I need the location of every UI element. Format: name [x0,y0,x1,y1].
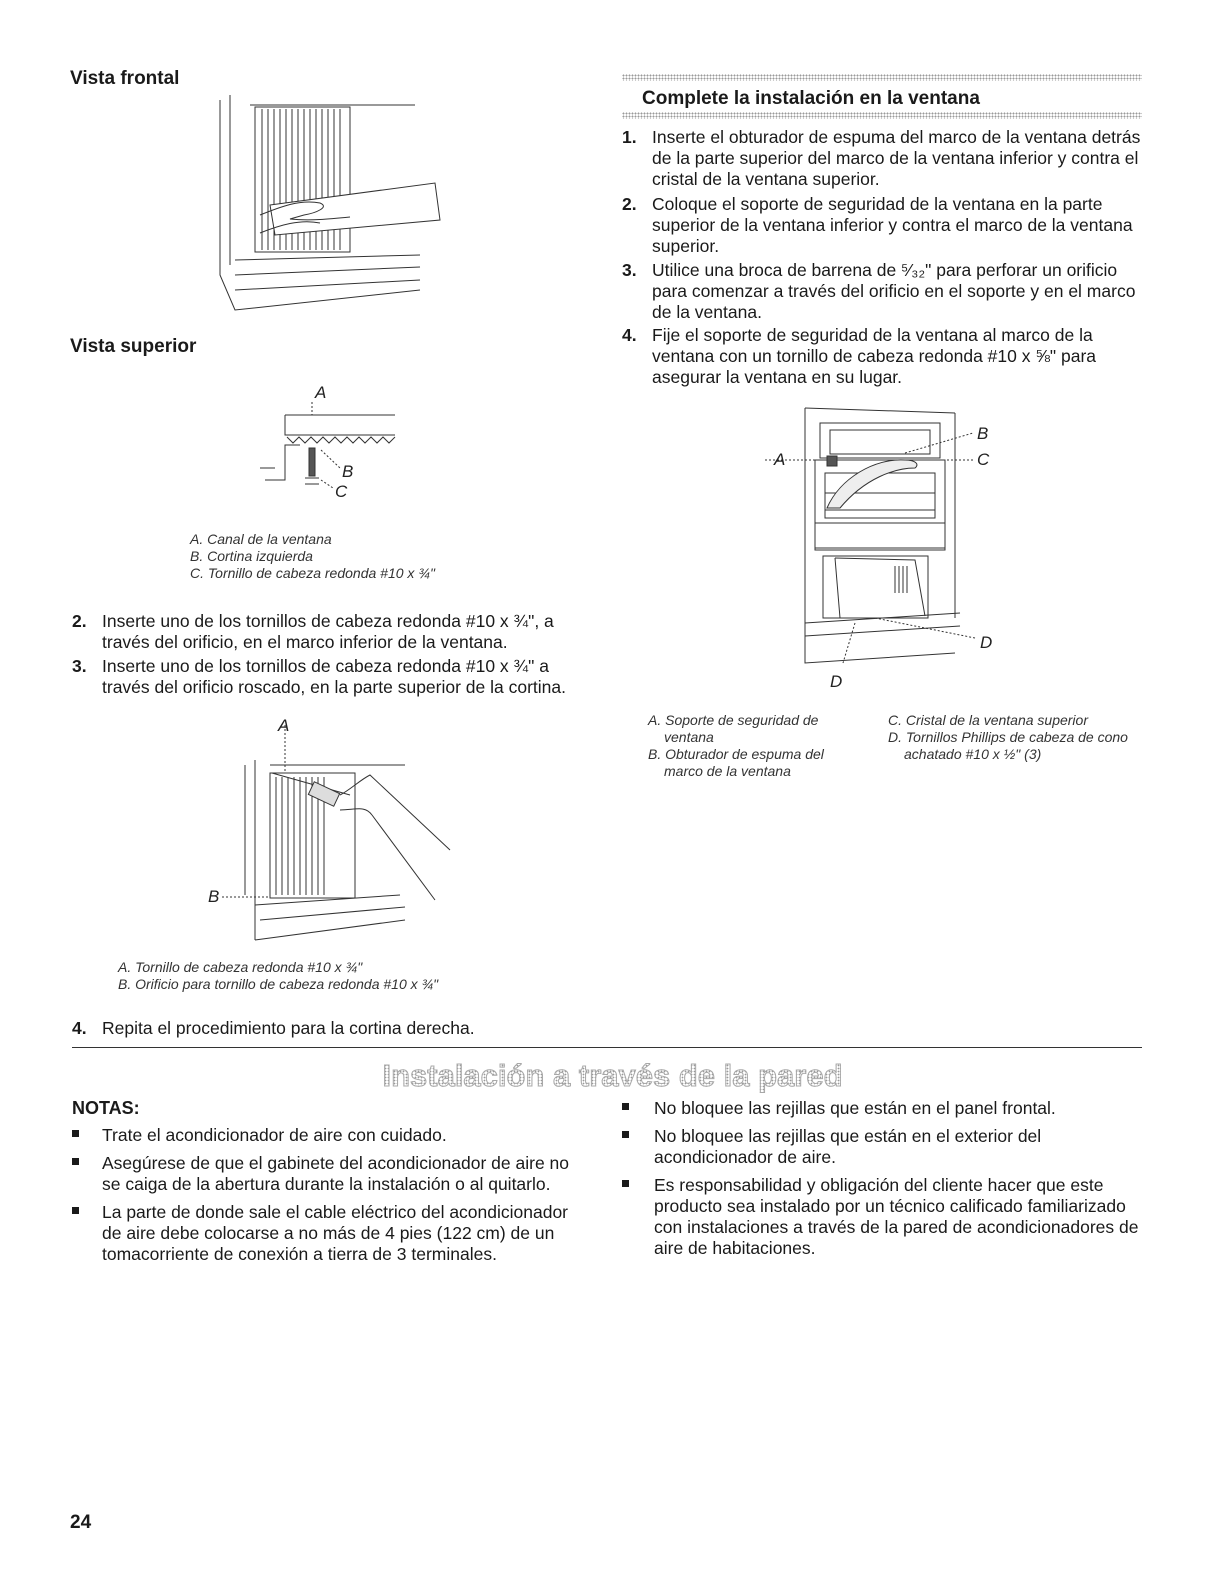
screw-fig-label-b: B [208,887,220,906]
caption-line: B. Orificio para tornillo de cabeza redonda #10 x ¾" [118,976,439,992]
step-text: Inserte uno de los tornillos de cabeza redonda #10 x ¾", a través del orificio, en el marco inferior de la ventana. [102,611,554,652]
note-item [72,1125,587,1146]
top-view-illustration [255,380,405,500]
section-title: Instalación a través de la pared [0,1058,1225,1094]
note-item [622,1098,1147,1119]
window-install-illustration [795,398,995,678]
top-view-heading: Vista superior [70,336,197,357]
left-step-4 [72,1018,572,1039]
bullet-icon [72,1207,79,1214]
note-item [72,1153,587,1195]
window-captions-left [648,712,853,780]
caption-line: B. Obturador de espuma del marco de la ventana [648,746,824,779]
step-text: Inserte el obturador de espuma del marco de la ventana detrás de la parte superior del marco de la ventana inferior y contra el cristal de la ventana superior. [652,127,1141,189]
left-step-2 [72,611,572,653]
caption-line: C. Tornillo de cabeza redonda #10 x ¾" [190,565,435,581]
top-view-captions [190,531,510,582]
window-fig-label-c: C [977,450,990,469]
caption-line: A. Tornillo de cabeza redonda #10 x ¾" [118,959,363,975]
bullet-icon [72,1130,79,1137]
step-number: 1. [622,127,637,147]
note-text: Es responsabilidad y obligación del cliente hacer que este producto sea instalado por un técnico calificado familiarizado con instalaciones a través de la pared de acondicionadores de aire de habitaciones. [654,1175,1139,1258]
bullet-icon [622,1180,629,1187]
note-item [72,1202,587,1265]
heading-bottom-rule [622,112,1142,119]
note-text: No bloquee las rejillas que están en el exterior del acondicionador de aire. [654,1126,1042,1167]
screw-fig-captions [118,959,538,993]
bullet-icon [622,1103,629,1110]
right-step-2 [622,194,1142,257]
step-text: Utilice una broca de barrena de ⁵⁄₃₂" para perforar un orificio para comenzar a través del orificio en el soporte y en el marco de la ventana. [652,260,1136,322]
caption-line: D. Tornillos Phillips de cabeza de cono achatado #10 x ½" (3) [888,729,1128,762]
top-view-label-a: A [315,383,327,402]
bullet-icon [72,1158,79,1165]
window-fig-label-d: D [980,633,993,652]
note-text: No bloquee las rejillas que están en el panel frontal. [654,1098,1056,1118]
step-text: Coloque el soporte de seguridad de la ventana en la parte superior de la ventana inferior y contra el marco de la ventana superior. [652,194,1133,256]
top-view-label-b: B [342,462,354,481]
note-text: Trate el acondicionador de aire con cuidado. [102,1125,447,1145]
step-number: 3. [72,656,87,676]
front-view-illustration [220,95,445,320]
front-view-heading: Vista frontal [70,68,180,89]
top-view-label-c: C [335,482,348,501]
right-step-3 [622,260,1142,323]
window-captions-right [888,712,1128,763]
right-step-4 [622,325,1142,388]
bullet-icon [622,1131,629,1138]
step-text: Repita el procedimiento para la cortina derecha. [102,1018,475,1038]
step-number: 4. [72,1018,87,1038]
note-item [622,1175,1147,1259]
step-number: 3. [622,260,637,280]
page-number: 24 [70,1512,92,1533]
window-fig-label-a: A [774,450,786,469]
section-divider [72,1047,1142,1048]
caption-line: A. Canal de la ventana [190,531,332,547]
note-text: La parte de donde sale el cable eléctrico del acondicionador de aire debe colocarse a no más de 4 pies (122 cm) de un tomacorriente de conexión a tierra de 3 terminales. [102,1202,569,1264]
left-step-3 [72,656,572,698]
step-number: 4. [622,325,637,345]
caption-line: B. Cortina izquierda [190,548,313,564]
caption-line: A. Soporte de seguridad de ventana [648,712,819,745]
window-fig-label-d-lower: D [830,672,843,691]
note-text: Asegúrese de que el gabinete del acondicionador de aire no se caiga de la abertura durante la instalación o al quitarlo. [102,1153,570,1194]
step-number: 2. [72,611,87,631]
notes-heading: NOTAS: [72,1098,140,1118]
heading-top-rule [622,74,1142,81]
screw-fig-label-a: A [278,716,290,735]
right-heading: Complete la instalación en la ventana [642,88,980,109]
step-number: 2. [622,194,637,214]
step-text: Fije el soporte de seguridad de la ventana al marco de la ventana con un tornillo de cabeza redonda #10 x ⅝" para asegurar la ventana en su lugar. [652,325,1097,387]
caption-line: C. Cristal de la ventana superior [888,712,1088,728]
step-text: Inserte uno de los tornillos de cabeza redonda #10 x ¾" a través del orificio roscado, en la parte superior de la cortina. [102,656,566,697]
screw-install-illustration [200,735,460,950]
note-item [622,1126,1147,1168]
window-fig-label-b: B [977,424,989,443]
right-step-1 [622,127,1142,190]
